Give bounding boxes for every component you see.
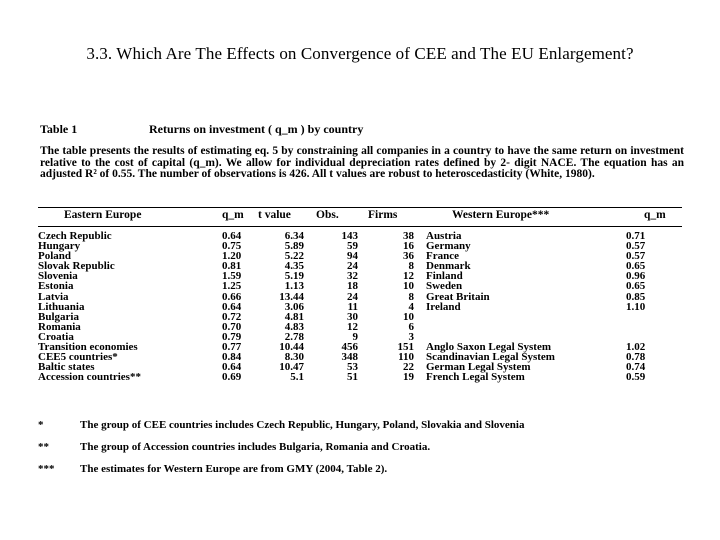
table-caption <box>40 122 363 137</box>
table-description: The table presents the results of estimating eq. 5 by constraining all companies in a country to have the same return on investment relative to the cost of capital (q_m). We allow for individual depreciation rates defined by 2- digit NACE. The equation has an adjusted R² of 0.55. The number of observations is 426. All t values are robust to heteroscedasticity (White, 1980). <box>40 145 684 180</box>
note-text: The group of Accession countries includes Bulgaria, Romania and Croatia. <box>80 441 431 453</box>
row-name: Latvia <box>38 290 69 303</box>
row-q: 0.64 <box>222 361 242 374</box>
row-western-q: 0.85 <box>626 290 646 303</box>
row-q: 0.69 <box>222 371 242 384</box>
row-obs: 18 <box>347 280 358 293</box>
row-q: 1.25 <box>222 280 242 293</box>
row-western-q: 0.65 <box>626 280 646 293</box>
row-obs: 32 <box>347 270 358 283</box>
row-western-name: Denmark <box>426 260 471 273</box>
row-western-q: 0.74 <box>626 361 646 374</box>
table-row <box>0 261 720 271</box>
row-name: Transition economies <box>38 341 138 354</box>
table-notes <box>38 420 658 486</box>
row-q: 1.59 <box>222 270 242 283</box>
table-top-rule <box>38 207 682 208</box>
row-firms: 8 <box>408 290 414 303</box>
row-t-value: 4.83 <box>284 320 304 333</box>
row-western-name: German Legal System <box>426 361 531 374</box>
table-row <box>0 302 720 312</box>
table-row <box>0 352 720 362</box>
note-mark: *** <box>38 463 55 475</box>
row-q: 0.64 <box>222 300 242 313</box>
row-q: 1.20 <box>222 250 242 263</box>
table-caption-text: Returns on investment ( q_m ) by country <box>149 122 364 136</box>
row-t-value: 5.19 <box>284 270 304 283</box>
row-obs: 456 <box>341 341 358 354</box>
row-western-q: 0.57 <box>626 240 646 253</box>
row-name: Estonia <box>38 280 74 293</box>
table-note <box>38 442 658 464</box>
table-header-rule <box>38 226 682 227</box>
row-firms: 10 <box>403 310 414 323</box>
row-name: Czech Republic <box>38 230 112 242</box>
row-q: 0.77 <box>222 341 242 354</box>
header-obs: Obs. <box>316 209 339 221</box>
row-name: Slovak Republic <box>38 260 115 273</box>
slide-title: 3.3. Which Are The Effects on Convergence of CEE and The EU Enlargement? <box>86 44 634 63</box>
row-t-value: 4.81 <box>284 310 304 323</box>
row-western-q: 0.59 <box>626 371 646 384</box>
row-obs: 94 <box>347 250 358 263</box>
row-western-name: Great Britain <box>426 290 490 303</box>
row-western-name: Germany <box>426 240 471 253</box>
row-firms: 6 <box>408 320 414 333</box>
row-western-q: 1.10 <box>626 300 646 313</box>
row-name: Lithuania <box>38 300 85 313</box>
row-firms: 38 <box>403 230 414 242</box>
row-obs: 24 <box>347 260 358 273</box>
row-western-q: 0.71 <box>626 230 646 242</box>
row-firms: 151 <box>397 341 414 354</box>
row-western-name: French Legal System <box>426 371 525 384</box>
note-mark: * <box>38 419 44 431</box>
row-firms: 36 <box>403 250 414 263</box>
row-obs: 9 <box>352 330 358 343</box>
row-t-value: 5.22 <box>284 250 304 263</box>
row-name: Bulgaria <box>38 310 79 323</box>
row-western-name: Scandinavian Legal System <box>426 351 555 364</box>
row-western-q: 0.57 <box>626 250 646 263</box>
row-firms: 8 <box>408 260 414 273</box>
table-row <box>0 281 720 291</box>
header-firms: Firms <box>368 209 398 221</box>
header-t-value: t value <box>258 209 291 221</box>
row-name: Accession countries** <box>38 371 141 384</box>
row-name: CEE5 countries* <box>38 351 118 364</box>
header-q: q_m <box>222 209 244 221</box>
row-t-value: 13.44 <box>279 290 304 303</box>
row-name: Hungary <box>38 240 81 253</box>
row-obs: 30 <box>347 310 358 323</box>
note-mark: ** <box>38 441 49 453</box>
table-row <box>0 322 720 332</box>
row-firms: 10 <box>403 280 414 293</box>
header-eastern-europe: Eastern Europe <box>64 209 142 221</box>
row-western-name: Sweden <box>426 280 463 293</box>
row-obs: 53 <box>347 361 358 374</box>
row-western-q: 1.02 <box>626 341 646 354</box>
table-row <box>0 372 720 382</box>
row-western-name: Austria <box>426 230 462 242</box>
table-row <box>0 292 720 302</box>
row-q: 0.84 <box>222 351 242 364</box>
row-q: 0.79 <box>222 330 242 343</box>
row-western-name: Ireland <box>426 300 461 313</box>
row-q: 0.81 <box>222 260 242 273</box>
row-name: Croatia <box>38 330 74 343</box>
header-western-q: q_m <box>644 209 666 221</box>
note-text: The group of CEE countries includes Czech Republic, Hungary, Poland, Slovakia and Slovenia <box>80 419 525 431</box>
row-name: Poland <box>38 250 72 263</box>
row-t-value: 4.35 <box>284 260 304 273</box>
table-body <box>0 231 720 382</box>
row-name: Slovenia <box>38 270 78 283</box>
row-t-value: 6.34 <box>284 230 304 242</box>
row-firms: 110 <box>398 351 414 364</box>
row-western-name: France <box>426 250 459 263</box>
row-obs: 51 <box>347 371 358 384</box>
row-t-value: 2.78 <box>284 330 304 343</box>
row-obs: 12 <box>347 320 358 333</box>
row-t-value: 5.1 <box>290 371 304 384</box>
row-t-value: 8.30 <box>284 351 304 364</box>
table-row <box>0 271 720 281</box>
row-firms: 16 <box>403 240 414 253</box>
table-note <box>38 464 658 486</box>
note-text: The estimates for Western Europe are from GMY (2004, Table 2). <box>80 463 388 475</box>
row-q: 0.70 <box>222 320 242 333</box>
row-western-name: Anglo Saxon Legal System <box>426 341 551 354</box>
table-row <box>0 231 720 241</box>
row-western-q: 0.96 <box>626 270 646 283</box>
row-western-q: 0.65 <box>626 260 646 273</box>
row-firms: 12 <box>403 270 414 283</box>
row-obs: 24 <box>347 290 358 303</box>
row-t-value: 3.06 <box>284 300 304 313</box>
row-firms: 19 <box>403 371 414 384</box>
row-q: 0.75 <box>222 240 242 253</box>
row-western-q: 0.78 <box>626 351 646 364</box>
row-t-value: 10.47 <box>279 361 304 374</box>
row-t-value: 10.44 <box>279 341 304 354</box>
row-t-value: 1.13 <box>284 280 304 293</box>
row-t-value: 5.89 <box>284 240 304 253</box>
row-q: 0.72 <box>222 310 242 323</box>
row-name: Romania <box>38 320 81 333</box>
table-label: Table 1 <box>40 122 78 136</box>
row-firms: 22 <box>403 361 414 374</box>
table-row <box>0 312 720 322</box>
row-obs: 143 <box>341 230 358 242</box>
row-western-name: Finland <box>426 270 463 283</box>
row-q: 0.66 <box>222 290 242 303</box>
table-note <box>38 420 658 442</box>
table-row <box>0 241 720 251</box>
row-obs: 11 <box>347 300 358 313</box>
row-name: Baltic states <box>38 361 95 374</box>
row-obs: 59 <box>347 240 358 253</box>
row-q: 0.64 <box>222 230 242 242</box>
row-firms: 3 <box>408 330 414 343</box>
row-firms: 4 <box>408 300 414 313</box>
row-obs: 348 <box>341 351 358 364</box>
header-western-europe: Western Europe*** <box>452 209 550 221</box>
